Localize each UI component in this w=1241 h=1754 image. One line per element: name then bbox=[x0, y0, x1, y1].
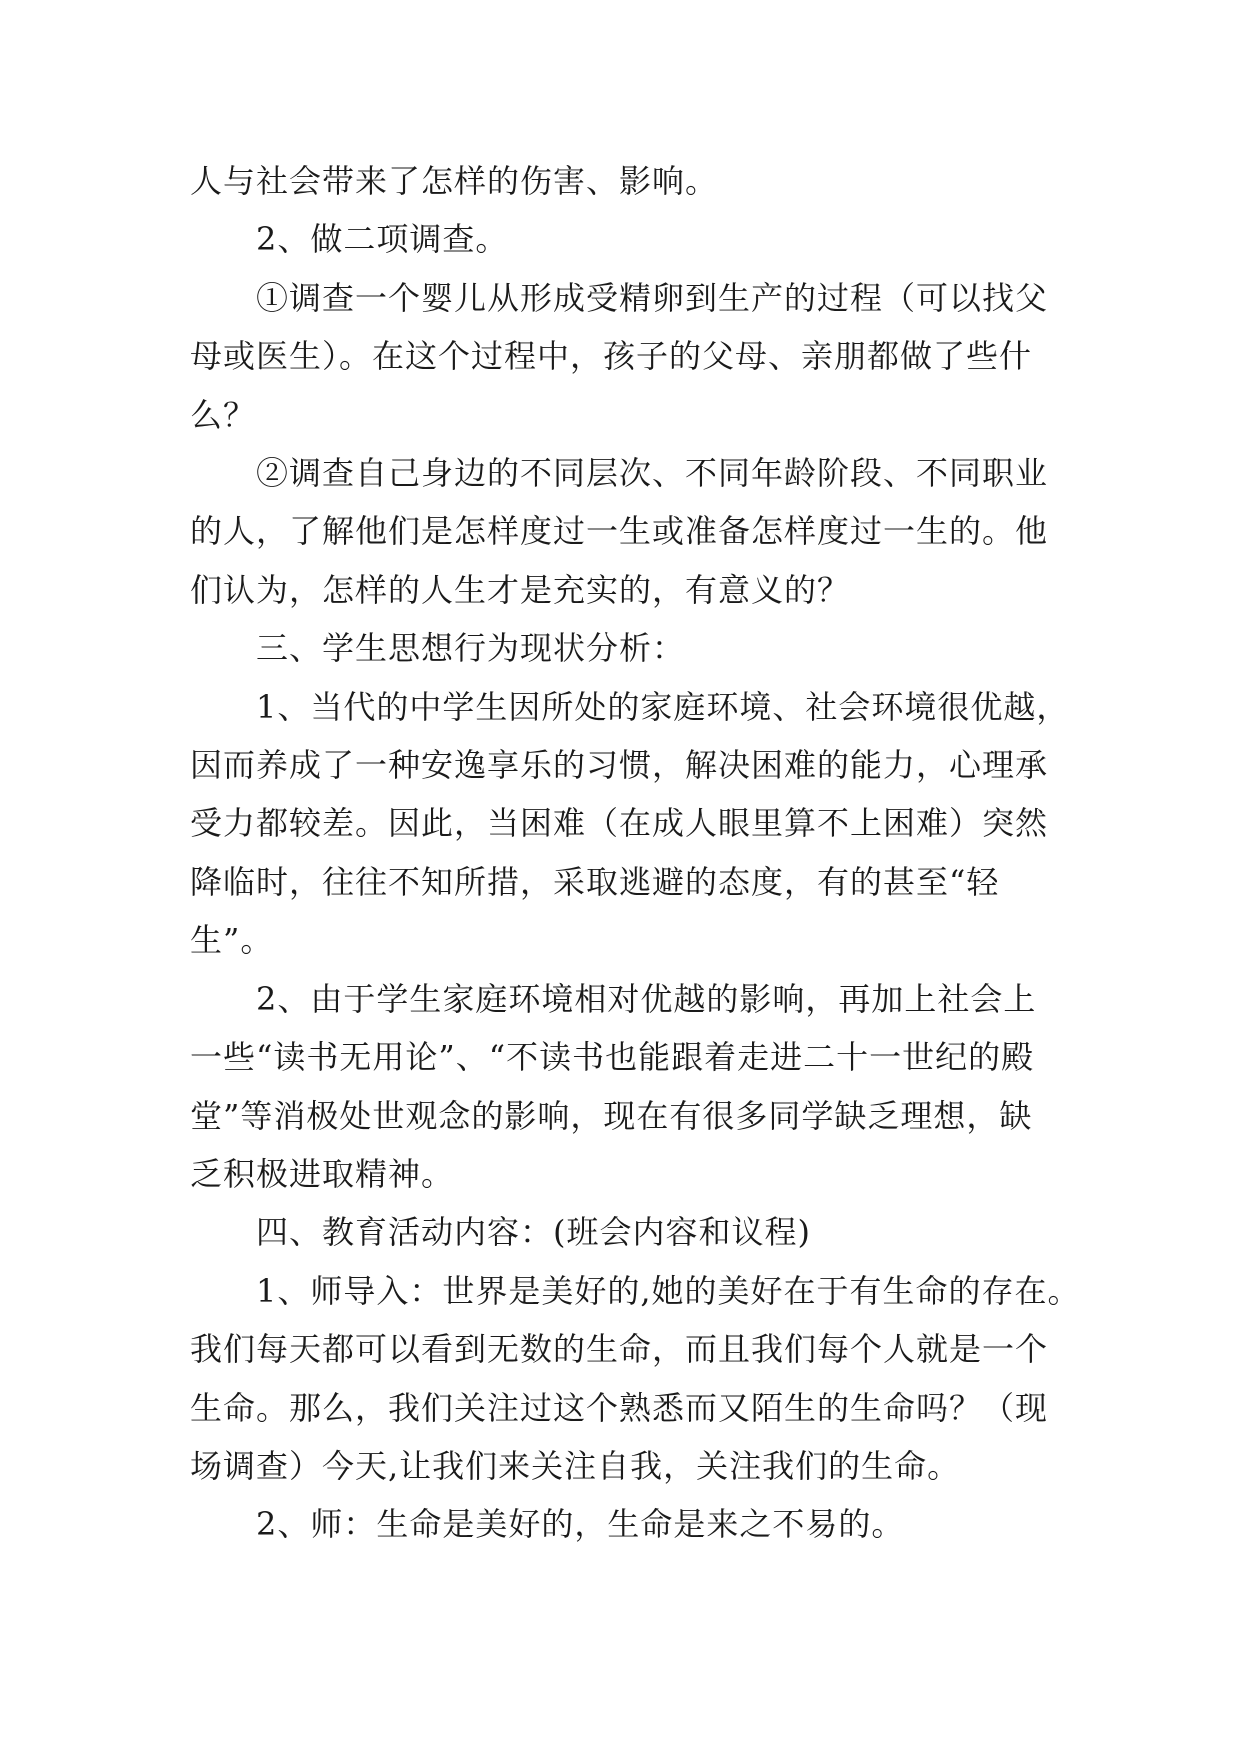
text-line: 的人，了解他们是怎样度过一生或准备怎样度过一生的。他 bbox=[190, 512, 1049, 551]
text-line: 四、教育活动内容：(班会内容和议程) bbox=[190, 1213, 811, 1252]
text-line: 三、学生思想行为现状分析： bbox=[190, 629, 686, 668]
text-line: 们认为，怎样的人生才是充实的，有意义的？ bbox=[190, 570, 851, 609]
text-line: 生命。那么，我们关注过这个熟悉而又陌生的生命吗？（现 bbox=[190, 1388, 1049, 1427]
text-line: 受力都较差。因此，当困难（在成人眼里算不上困难）突然 bbox=[190, 804, 1049, 843]
document-body bbox=[190, 152, 1081, 1554]
paragraph bbox=[190, 210, 1060, 268]
paragraph bbox=[190, 1262, 1081, 1496]
text-line: 么？ bbox=[190, 395, 257, 434]
text-line: 2、做二项调查。 bbox=[190, 220, 509, 259]
paragraph bbox=[190, 1495, 1060, 1553]
paragraph bbox=[190, 269, 1060, 444]
text-line: 我们每天都可以看到无数的生命，而且我们每个人就是一个 bbox=[190, 1330, 1049, 1369]
text-line: 堂”等消极处世观念的影响，现在有很多同学缺乏理想，缺 bbox=[190, 1096, 1033, 1135]
text-line: 生”。 bbox=[190, 921, 274, 960]
text-line: 一些“读书无用论”、“不读书也能跟着走进二十一世纪的殿 bbox=[190, 1038, 1035, 1077]
text-line: 因而养成了一种安逸享乐的习惯，解决困难的能力，心理承 bbox=[190, 746, 1049, 785]
text-line: 降临时，往往不知所措，采取逃避的态度，有的甚至“轻 bbox=[190, 862, 1000, 901]
text-line: 1、师导入：世界是美好的,她的美好在于有生命的存在。 bbox=[190, 1271, 1081, 1310]
paragraph bbox=[190, 444, 1060, 619]
text-line: 1、当代的中学生因所处的家庭环境、社会环境很优越， bbox=[190, 687, 1070, 726]
text-line: 2、由于学生家庭环境相对优越的影响，再加上社会上 bbox=[190, 979, 1037, 1018]
text-line: ②调查自己身边的不同层次、不同年龄阶段、不同职业 bbox=[190, 454, 1049, 493]
text-line: ①调查一个婴儿从形成受精卵到生产的过程（可以找父 bbox=[190, 278, 1049, 317]
paragraph bbox=[190, 1203, 1060, 1261]
paragraph bbox=[190, 152, 1060, 210]
text-line: 场调查）今天,让我们来关注自我，关注我们的生命。 bbox=[190, 1446, 961, 1485]
paragraph bbox=[190, 678, 1070, 970]
text-line: 乏积极进取精神。 bbox=[190, 1154, 455, 1193]
paragraph bbox=[190, 970, 1060, 1204]
text-line: 人与社会带来了怎样的伤害、影响。 bbox=[190, 162, 719, 200]
text-line: 2、师：生命是美好的，生命是来之不易的。 bbox=[190, 1505, 905, 1544]
paragraph bbox=[190, 619, 1060, 677]
text-line: 母或医生）。在这个过程中，孩子的父母、亲朋都做了些什 bbox=[190, 337, 1033, 376]
